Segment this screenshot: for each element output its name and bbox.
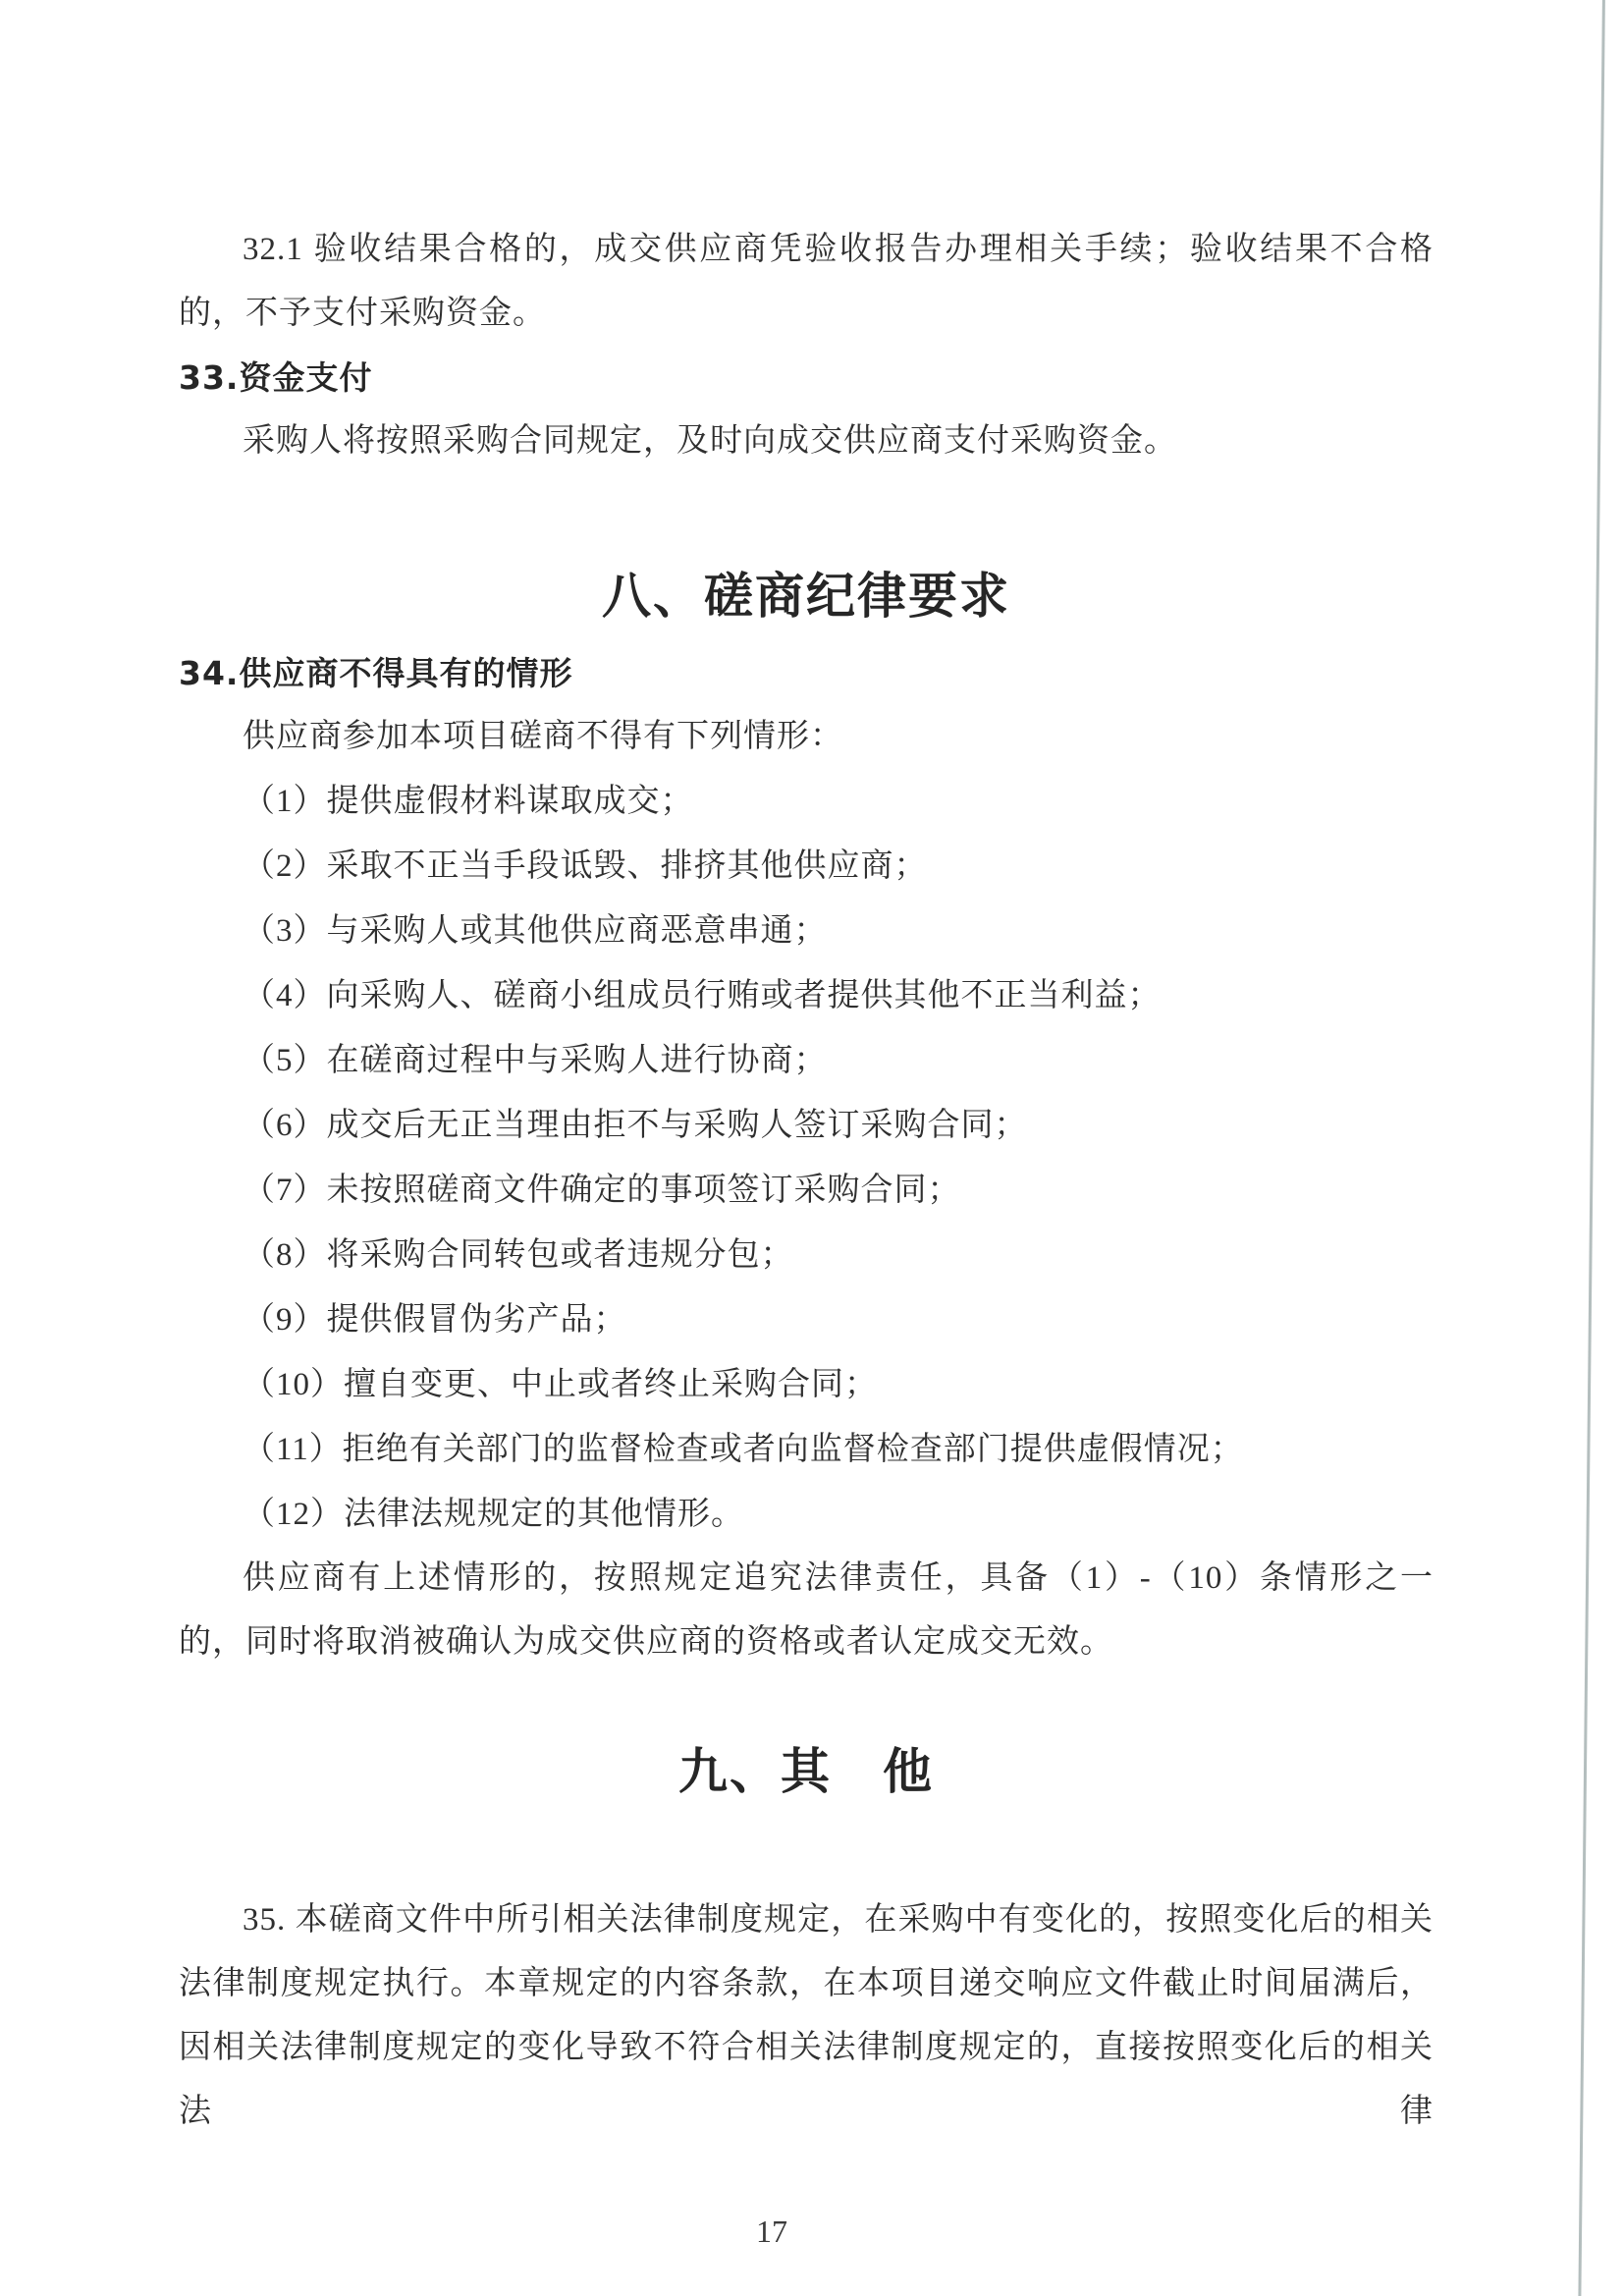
prohibited-item-1: （1）提供虚假材料谋取成交； — [243, 784, 694, 819]
prohibited-item-9: （9）提供假冒伪劣产品； — [243, 1302, 627, 1338]
prohibited-item-6: （6）成交后无正当理由拒不与采购人签订采购合同； — [243, 1108, 1028, 1143]
prohibited-item-7: （7）未按照磋商文件确定的事项签订采购合同； — [243, 1173, 961, 1208]
prohibited-item-3: （3）与采购人或其他供应商恶意串通； — [243, 913, 828, 949]
clause-35-paragraph: 35. 本磋商文件中所引相关法律制度规定，在采购中有变化的，按照变化后的相关法律制度规定执行。本章规定的内容条款，在本项目递交响应文件截止时间届满后，因相关法律制度规定的变化导致不符合相关法律制度规定的，直接按照变化后的相关法律 — [179, 1902, 1434, 2129]
prohibited-item-8: （8）将采购合同转包或者违规分包； — [243, 1237, 794, 1273]
prohibited-item-11: （11）拒绝有关部门的监督检查或者向监督检查部门提供虚假情况； — [243, 1432, 1244, 1467]
page-number: 17 — [756, 2214, 787, 2249]
clause-34-closing-paragraph: 供应商有上述情形的，按照规定追究法律责任，具备（1）-（10）条情形之一的，同时将取消被确认为成交供应商的资格或者认定成交无效。 — [179, 1560, 1434, 1660]
clause-34-intro: 供应商参加本项目磋商不得有下列情形： — [243, 719, 843, 754]
prohibited-item-4: （4）向采购人、磋商小组成员行贿或者提供其他不正当利益； — [243, 978, 1162, 1013]
section-9-heading: 九、其 他 — [678, 1743, 934, 1800]
clause-34-heading: 34.供应商不得具有的情形 — [179, 654, 573, 692]
clause-32-1-paragraph: 32.1 验收结果合格的，成交供应商凭验收报告办理相关手续；验收结果不合格的，不予支付采购资金。 — [179, 232, 1434, 331]
clause-33-paragraph: 采购人将按照采购合同规定，及时向成交供应商支付采购资金。 — [243, 423, 1177, 459]
section-8-heading: 八、磋商纪律要求 — [602, 568, 1010, 625]
prohibited-item-5: （5）在磋商过程中与采购人进行协商； — [243, 1043, 828, 1078]
prohibited-item-12: （12）法律法规规定的其他情形。 — [243, 1497, 744, 1532]
clause-33-heading: 33.资金支付 — [179, 358, 373, 397]
prohibited-item-2: （2）采取不正当手段诋毁、排挤其他供应商； — [243, 848, 928, 884]
prohibited-item-10: （10）擅自变更、中止或者终止采购合同； — [243, 1367, 878, 1402]
prohibited-items-list — [179, 769, 1434, 1547]
